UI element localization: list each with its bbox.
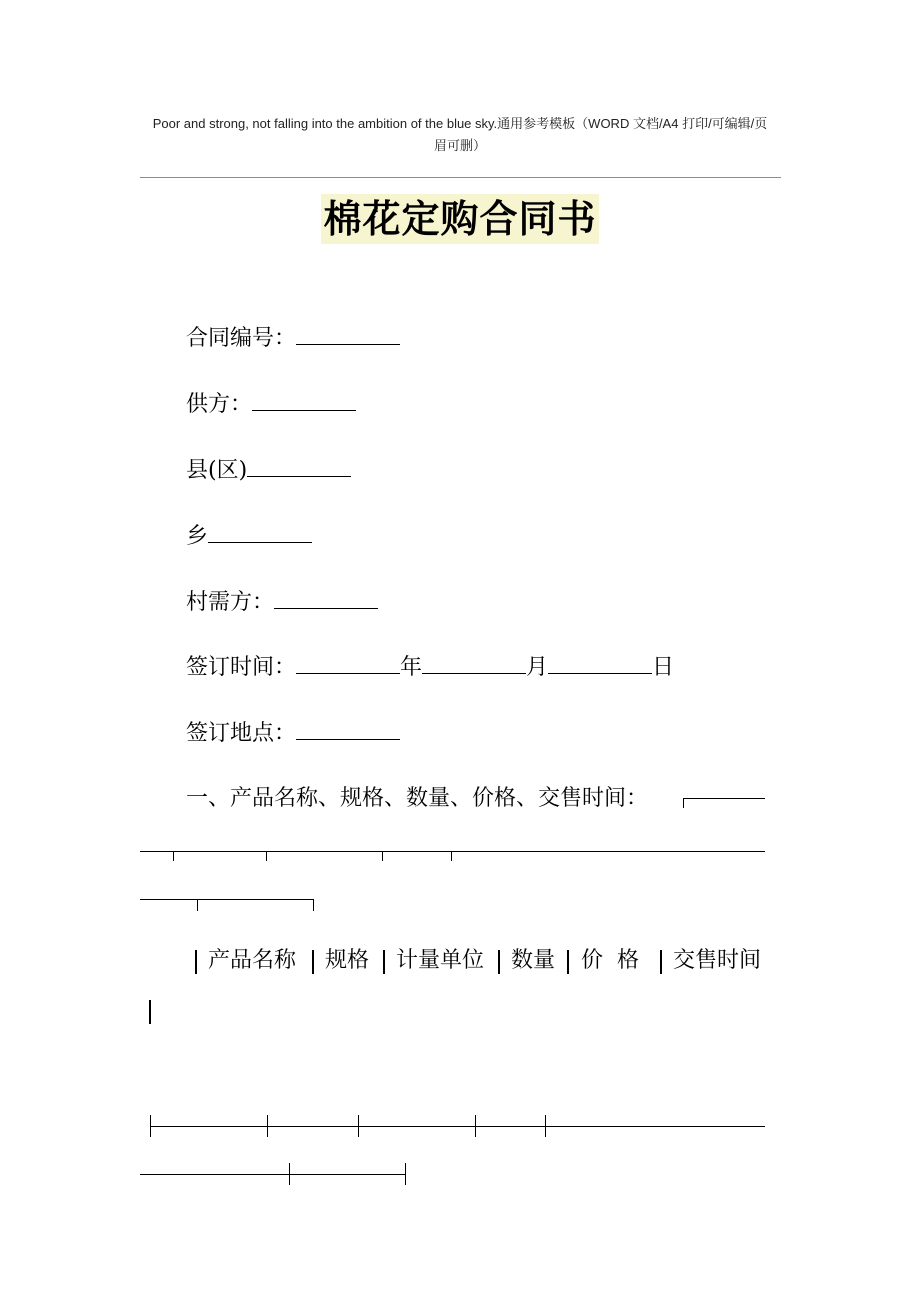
village-buyer-label: 村需方： — [186, 590, 275, 615]
table-col-name: 产品名称 — [208, 948, 297, 973]
table-sep-tick-1 — [150, 1115, 151, 1137]
township-label: 乡 — [186, 524, 209, 549]
day-label: 日 — [652, 655, 675, 680]
table-top-tick-3 — [382, 851, 383, 861]
table-header-bar-6 — [660, 950, 662, 974]
month-label: 月 — [526, 655, 549, 680]
table-header-bar-3 — [383, 950, 385, 974]
table-separator-rule-1 — [150, 1126, 765, 1127]
title-wrapper — [0, 194, 920, 244]
table-col-price: 价 格 — [581, 948, 639, 973]
table-sep-tick-7 — [405, 1163, 406, 1185]
table-sep-tick-6 — [289, 1163, 290, 1185]
table-header-bar-5 — [567, 950, 569, 974]
table-top-corner-right — [313, 899, 314, 911]
header-divider — [140, 177, 781, 178]
table-header-bar-4 — [498, 950, 500, 974]
sign-place-blank[interactable] — [296, 719, 400, 740]
sign-place-line — [186, 719, 400, 749]
table-top-tick-5 — [197, 899, 198, 911]
table-sep-tick-3 — [358, 1115, 359, 1137]
sign-time-line — [186, 653, 674, 683]
year-label: 年 — [400, 655, 423, 680]
contract-number-blank[interactable] — [296, 324, 400, 345]
table-col-quantity: 数量 — [511, 948, 556, 973]
table-sep-tick-5 — [545, 1115, 546, 1137]
table-sep-tick-4 — [475, 1115, 476, 1137]
header-note-line2: 眉可删） — [433, 138, 486, 153]
contract-number-label: 合同编号： — [186, 326, 297, 351]
supplier-line — [186, 390, 356, 420]
table-header-bar-2 — [312, 950, 314, 974]
county-label: 县(区) — [186, 458, 248, 483]
table-separator-rule-2 — [140, 1174, 406, 1175]
table-top-tick-2 — [266, 851, 267, 861]
table-header-bar-1 — [195, 950, 197, 974]
header-note — [140, 113, 780, 157]
document-title: 棉花定购合同书 — [321, 194, 598, 244]
table-top-rule-1 — [683, 798, 765, 799]
table-col-unit: 计量单位 — [396, 948, 485, 973]
county-blank[interactable] — [247, 456, 351, 477]
village-buyer-line — [186, 588, 378, 618]
table-col-delivery-time: 交售时间 — [673, 948, 762, 973]
table-sep-tick-2 — [267, 1115, 268, 1137]
header-note-line1: Poor and strong, not falling into the ambition of the blue sky.通用参考模板（WORD 文档/A4 打印/可编辑/页 — [152, 116, 768, 131]
village-buyer-blank[interactable] — [274, 588, 378, 609]
contract-number-line — [186, 324, 400, 354]
sign-year-blank[interactable] — [296, 653, 400, 674]
county-line — [186, 456, 351, 486]
sign-time-label: 签订时间： — [186, 655, 297, 680]
supplier-label: 供方： — [186, 392, 253, 417]
table-top-corner — [683, 798, 684, 808]
township-line — [186, 522, 312, 552]
section1-heading: 一、产品名称、规格、数量、价格、交售时间： — [186, 786, 649, 811]
sign-month-blank[interactable] — [422, 653, 526, 674]
sign-place-label: 签订地点： — [186, 721, 297, 746]
township-blank[interactable] — [208, 522, 312, 543]
supplier-blank[interactable] — [252, 390, 356, 411]
table-top-tick-1 — [173, 851, 174, 861]
table-top-tick-4 — [451, 851, 452, 861]
table-col-spec: 规格 — [325, 948, 370, 973]
table-top-rule-2 — [140, 851, 765, 852]
table-header-bar-7 — [149, 1000, 151, 1024]
sign-day-blank[interactable] — [548, 653, 652, 674]
table-top-rule-3 — [140, 899, 314, 900]
